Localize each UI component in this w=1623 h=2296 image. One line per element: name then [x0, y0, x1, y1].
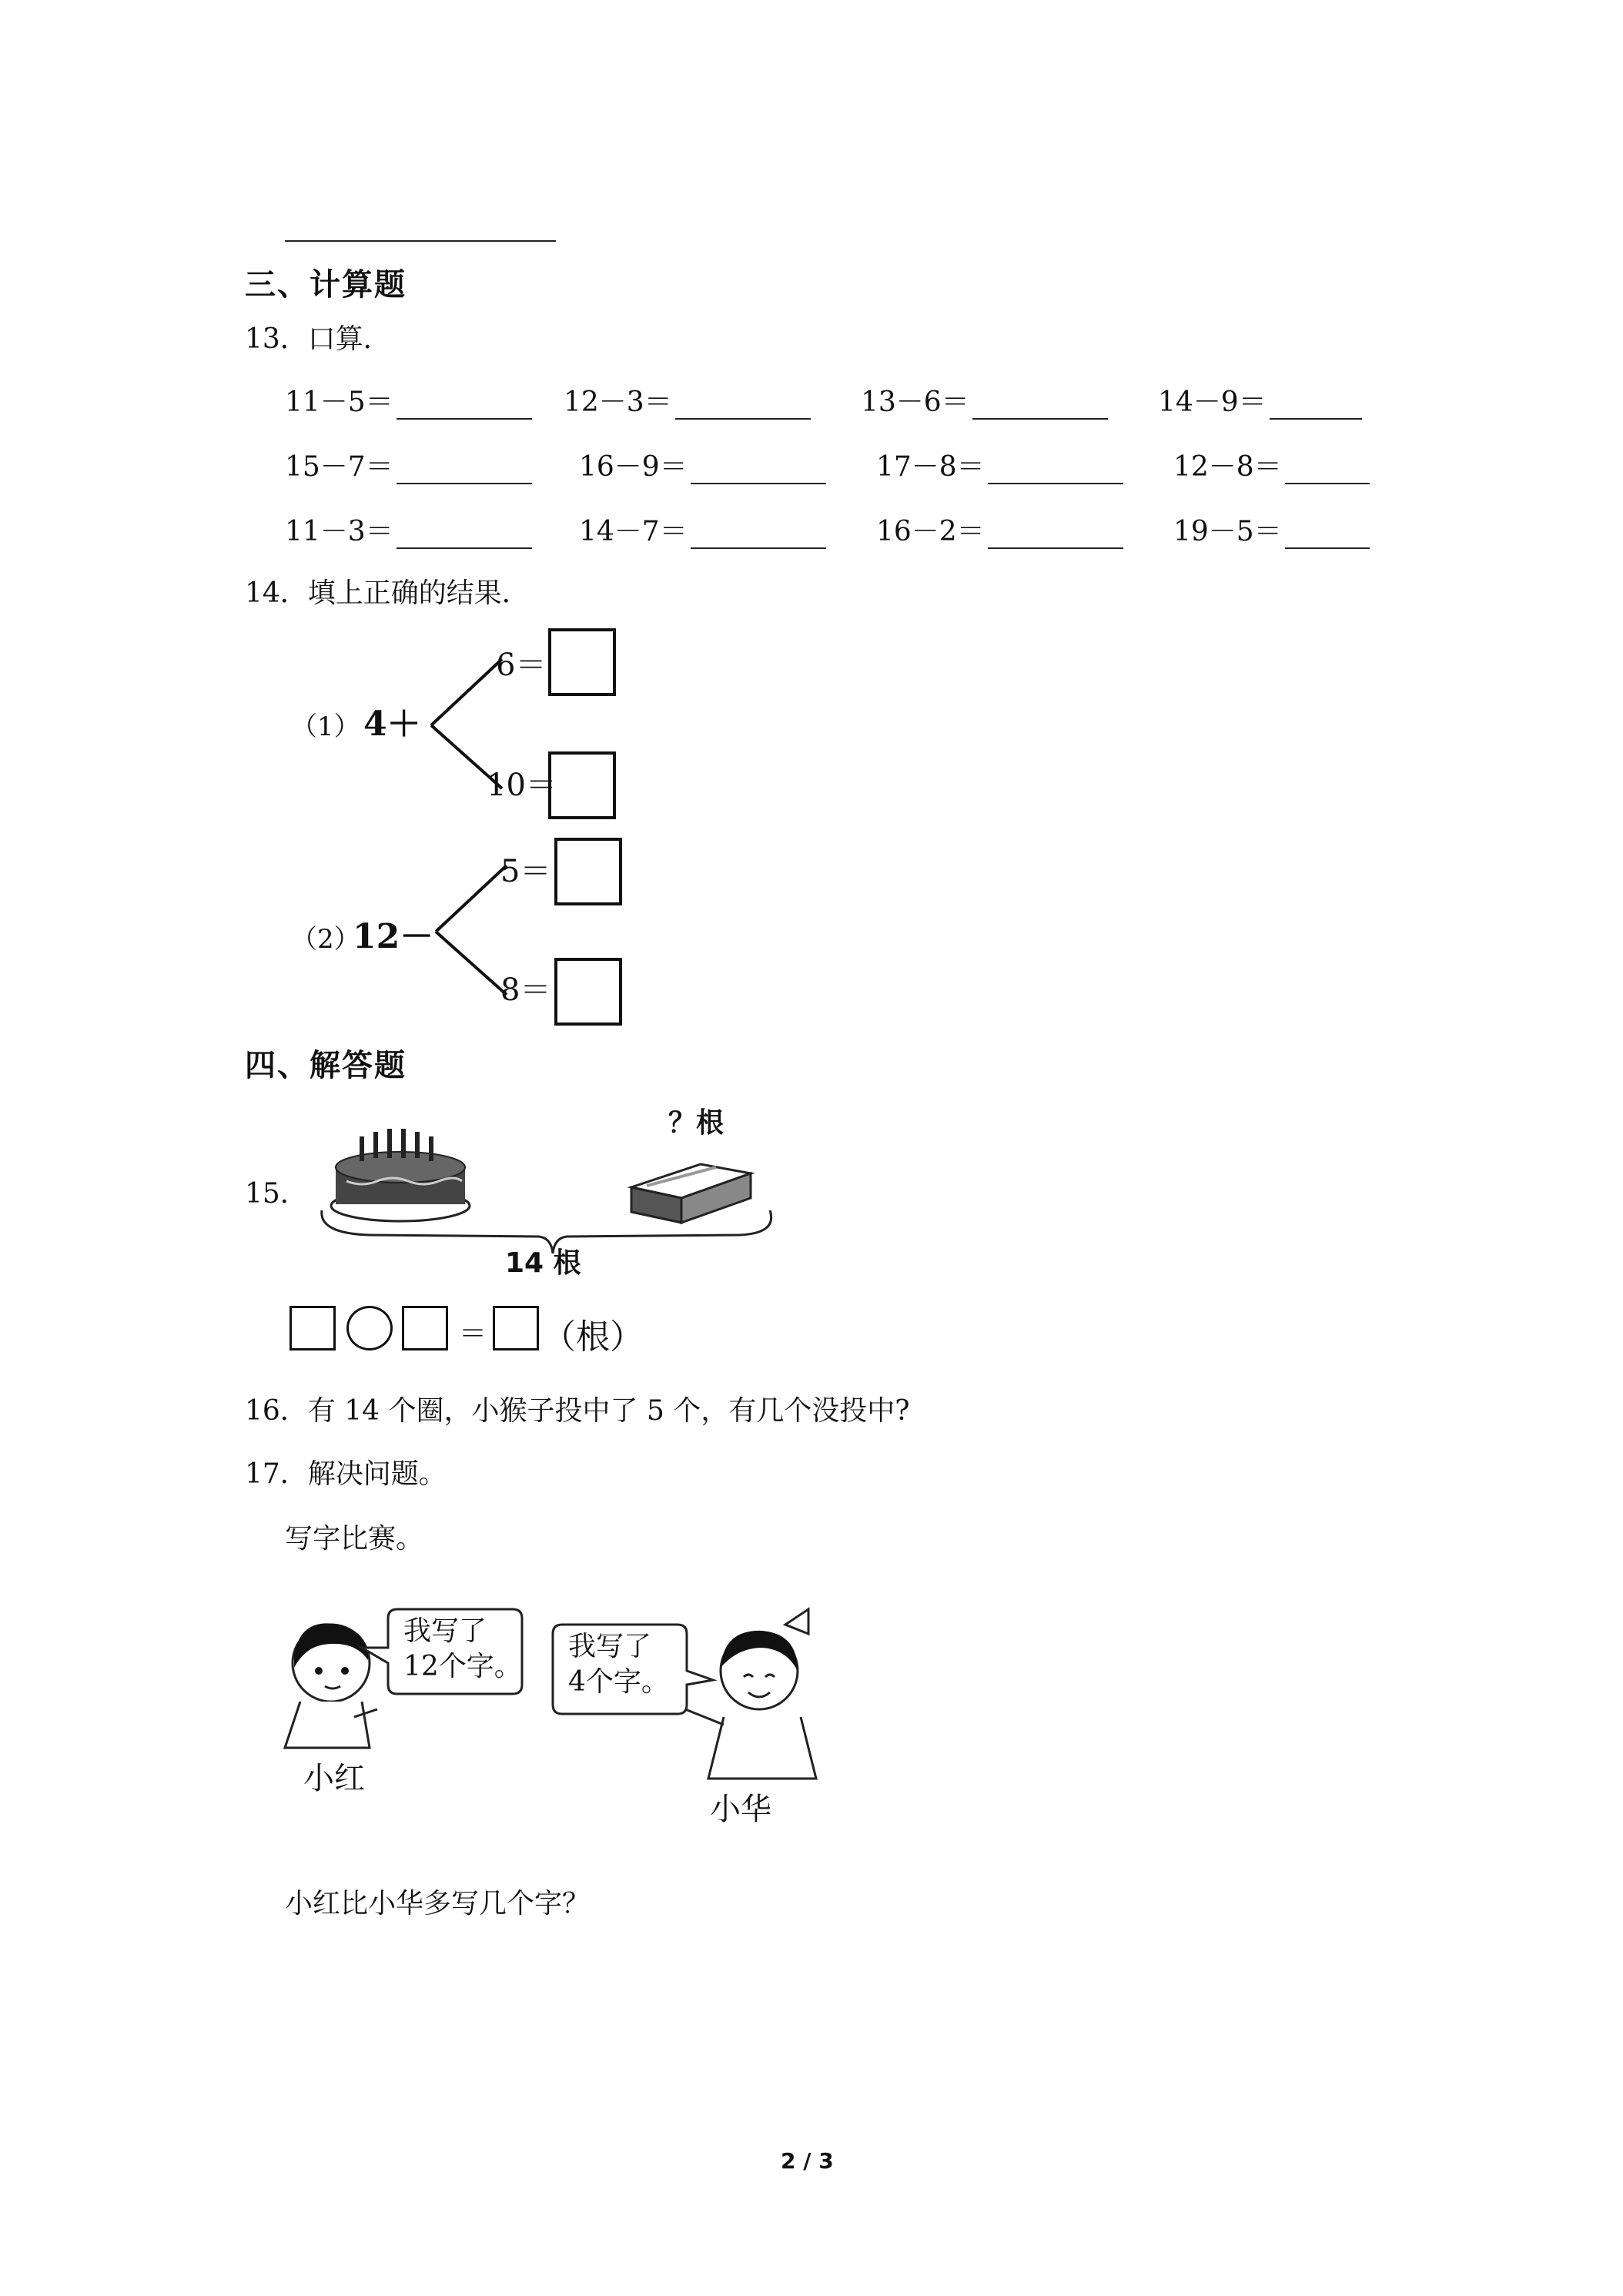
calc-item: 16－2＝	[876, 510, 1123, 549]
answer-blank[interactable]	[397, 455, 532, 484]
branch-label: 10＝	[487, 768, 557, 803]
question-13: 13．口算．	[245, 323, 391, 355]
question-15: 15．	[245, 1178, 308, 1210]
operator-circle[interactable]	[346, 1306, 393, 1350]
speech-bubble-left: 我写了 12个字。	[403, 1615, 522, 1682]
part-label-1: （1）	[291, 711, 360, 742]
calc-item: 19－5＝	[1173, 510, 1370, 549]
answer-box[interactable]	[548, 751, 616, 819]
branch-label: 5＝	[500, 854, 551, 889]
answer-blank[interactable]	[675, 390, 811, 420]
calc-item: 14－7＝	[579, 510, 826, 549]
branch-label: 8＝	[500, 972, 551, 1008]
page-number: 2 / 3	[781, 2148, 834, 2174]
calc-item: 17－8＝	[876, 445, 1123, 484]
answer-box[interactable]	[554, 838, 622, 905]
calc-item: 12－3＝	[564, 380, 811, 420]
question-17-ask: 小红比小华多写几个字？	[285, 1888, 591, 1919]
equals-sign: ＝	[459, 1318, 487, 1350]
calc-item: 13－6＝	[861, 380, 1108, 420]
name-label-right: 小华	[710, 1792, 771, 1827]
part-label-2: （2）	[291, 924, 360, 955]
answer-box[interactable]	[554, 958, 622, 1026]
calc-item: 16－9＝	[579, 445, 826, 484]
question-17-subtitle: 写字比赛。	[285, 1523, 424, 1555]
total-count-label: 14 根	[505, 1247, 581, 1279]
section-title-solve: 四、解答题	[245, 1048, 407, 1083]
answer-box[interactable]	[402, 1306, 448, 1350]
answer-blank[interactable]	[397, 520, 532, 549]
answer-blank[interactable]	[691, 455, 826, 484]
answer-box[interactable]	[493, 1306, 539, 1350]
answer-blank[interactable]	[691, 520, 826, 549]
question-17: 17．解决问题。	[245, 1458, 447, 1490]
answer-box[interactable]	[548, 628, 616, 696]
calc-item: 15－7＝	[285, 445, 532, 484]
answer-blank[interactable]	[1270, 390, 1362, 420]
answer-blank[interactable]	[397, 390, 532, 420]
answer-blank[interactable]	[1285, 520, 1370, 549]
tree-base-2: 12－	[353, 917, 434, 956]
question-count-label: ？根	[668, 1107, 724, 1139]
calc-item: 12－8＝	[1173, 445, 1370, 484]
tree-base-1: 4＋	[363, 705, 421, 744]
name-label-left: 小红	[303, 1761, 365, 1796]
answer-box[interactable]	[289, 1306, 336, 1350]
answer-blank[interactable]	[972, 390, 1108, 420]
question-16: 16．有 14 个圈，小猴子投中了 5 个，有几个没投中?	[245, 1395, 910, 1427]
answer-blank[interactable]	[988, 520, 1123, 549]
answer-blank[interactable]	[1285, 455, 1370, 484]
branch-label: 6＝	[496, 648, 547, 683]
answer-blank[interactable]	[988, 455, 1123, 484]
unit-label: （根）	[542, 1317, 644, 1357]
calc-item: 11－5＝	[285, 380, 532, 420]
calc-item: 14－9＝	[1158, 380, 1362, 420]
section-title-calc: 三、计算题	[245, 267, 407, 303]
speech-bubble-right: 我写了 4个字。	[568, 1631, 669, 1698]
question-14: 14．填上正确的结果．	[245, 577, 530, 609]
answer-line	[285, 240, 556, 242]
calc-item: 11－3＝	[285, 510, 532, 549]
